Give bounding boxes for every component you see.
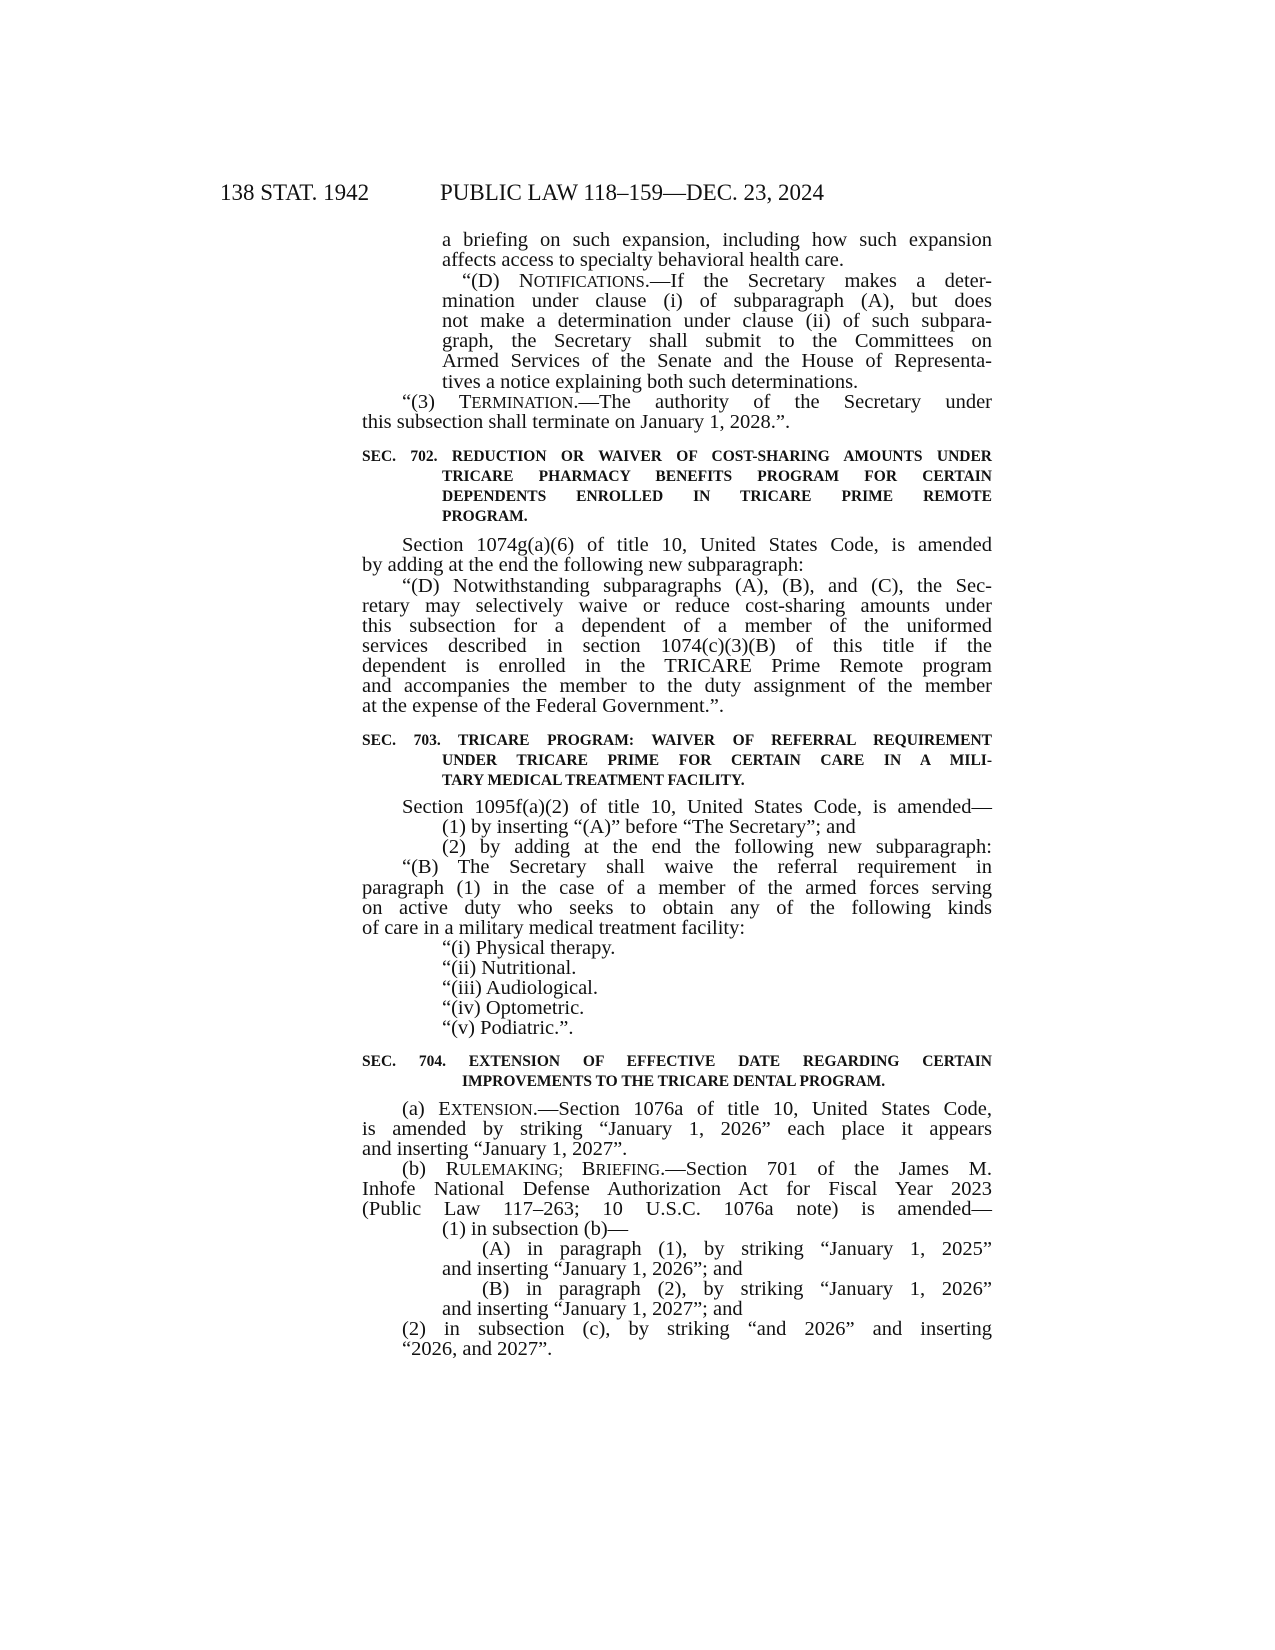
page-stat-number: 138 STAT. 1942 [220,180,370,205]
line-text: SEC. 703. TRICARE PROGRAM: WAIVER OF REFERRAL REQUIREMENT [362,732,992,749]
text-line [362,1119,992,1139]
line-text: (2) by adding at the end the following new subparagraph: [442,836,992,858]
line-text: Inhofe National Defense Authorization Act for Fiscal Year 2023 [362,1178,992,1200]
line-text: affects access to specialty behavioral health care. [442,249,845,271]
line-text: “(D) Notwithstanding subparagraphs (A), (B), and (C), the Sec- [402,575,992,597]
line-text: (1) in subsection (b)— [442,1218,629,1240]
line-text: services described in section 1074(c)(3)(B) of this title if the [362,635,992,657]
text-line [362,918,992,938]
section-heading-line [442,771,992,791]
text-line [442,958,992,978]
line-text: (Public Law 117–263; 10 U.S.C. 1076a note) is amended— [362,1198,992,1220]
line-text: (A) in paragraph (1), by striking “January 1, 2025” [482,1238,992,1260]
section-heading-line [442,467,992,487]
line-text: and inserting “January 1, 2027”. [362,1138,628,1160]
line-text: paragraph (1) in the case of a member of the armed forces serving [362,877,992,899]
line-text-rest: .—The authority of the Secretary under [573,391,992,413]
line-text: “(i) Physical therapy. [442,937,616,959]
section-heading-line [362,447,992,467]
line-text: (b) [402,1158,446,1180]
line-text-rest: .—Section 1076a of title 10, United States Code, [532,1098,992,1120]
line-text: not make a determination under clause (ii) of such subpara- [442,310,992,332]
text-line [442,978,992,998]
small-caps-heading: RULEMAKING; BRIEFING [445,1158,661,1180]
text-line [362,616,992,636]
line-text: SEC. 702. REDUCTION OR WAIVER OF COST-SHARING AMOUNTS UNDER [362,448,992,465]
line-text: TRICARE PHARMACY BENEFITS PROGRAM FOR CERTAIN [442,468,992,485]
text-line [402,576,992,596]
line-text: (2) in subsection (c), by striking “and 2026” and inserting [402,1318,992,1340]
section-heading-line [442,507,992,527]
line-text: of care in a military medical treatment facility: [362,917,746,939]
text-line [402,1319,992,1339]
line-text: (a) [402,1098,439,1120]
small-caps-heading: NOTIFICATIONS [518,270,645,292]
text-line [442,1259,992,1279]
text-line [442,817,992,837]
small-caps-heading: EXTENSION [438,1098,533,1120]
line-text: graph, the Secretary shall submit to the Committees on [442,330,992,352]
line-text: UNDER TRICARE PRIME FOR CERTAIN CARE IN A MILI- [442,752,992,769]
text-line [362,596,992,616]
line-text: SEC. 704. EXTENSION OF EFFECTIVE DATE REGARDING CERTAIN [362,1053,992,1070]
text-line [442,311,992,331]
text-line [402,1159,992,1179]
text-line [442,250,992,270]
text-line [362,898,992,918]
text-line [362,878,992,898]
text-line [362,696,992,716]
line-text: tives a notice explaining both such determinations. [442,371,859,393]
line-text: by adding at the end the following new subparagraph: [362,554,804,576]
text-line [442,291,992,311]
text-line [482,1239,992,1259]
text-line [442,230,992,250]
section-heading-line [462,1072,992,1092]
text-line [442,998,992,1018]
line-text: “(3) [402,391,459,413]
line-text: and accompanies the member to the duty assignment of the member [362,675,992,697]
text-line [442,372,992,392]
section-heading-line [362,731,992,751]
line-text: Section 1074g(a)(6) of title 10, United States Code, is amended [402,534,992,556]
line-text: “(iii) Audiological. [442,977,598,999]
small-caps-heading: TERMINATION [458,391,574,413]
text-line [402,392,992,412]
line-text-rest: .—Section 701 of the James M. [660,1158,992,1180]
text-line [442,837,992,857]
line-text: DEPENDENTS ENROLLED IN TRICARE PRIME REMOTE [442,488,992,505]
line-text-rest: .—If the Secretary makes a deter- [644,270,992,292]
text-line [462,271,992,291]
text-line [442,1219,992,1239]
text-line [362,636,992,656]
line-text: a briefing on such expansion, including how such expansion [442,229,992,251]
text-line [362,656,992,676]
running-header-title: PUBLIC LAW 118–159—DEC. 23, 2024 [440,180,825,205]
line-text: this subsection shall terminate on January 1, 2028.”. [362,411,791,433]
line-text: (B) in paragraph (2), by striking “January 1, 2026” [482,1278,992,1300]
line-text: and inserting “January 1, 2026”; and [442,1258,743,1280]
line-text: mination under clause (i) of subparagraph (A), but does [442,290,992,312]
text-line [402,797,992,817]
line-text: PROGRAM. [442,508,528,525]
text-line [362,1179,992,1199]
line-text: TARY MEDICAL TREATMENT FACILITY. [442,772,745,789]
text-line [442,351,992,371]
text-line [362,1139,992,1159]
line-text: and inserting “January 1, 2027”; and [442,1298,743,1320]
line-text: retary may selectively waive or reduce cost-sharing amounts under [362,595,992,617]
text-line [442,938,992,958]
text-line [442,1018,992,1038]
line-text: at the expense of the Federal Government.”. [362,695,725,717]
line-text: “(iv) Optometric. [442,997,585,1019]
text-line [402,1099,992,1119]
line-text: “2026, and 2027”. [402,1338,553,1360]
line-text: “(ii) Nutritional. [442,957,577,979]
line-text: Armed Services of the Senate and the House of Representa- [442,350,992,372]
line-text: (1) by inserting “(A)” before “The Secretary”; and [442,816,856,838]
line-text: on active duty who seeks to obtain any of the following kinds [362,897,992,919]
text-line [362,555,992,575]
text-line [442,1299,992,1319]
text-line [402,535,992,555]
line-text: is amended by striking “January 1, 2026” each place it appears [362,1118,992,1140]
text-line [362,1199,992,1219]
section-heading-line [442,751,992,771]
text-line [482,1279,992,1299]
line-text: dependent is enrolled in the TRICARE Prime Remote program [362,655,992,677]
line-text: “(D) [462,270,519,292]
section-heading-line [442,487,992,507]
text-line [402,1339,992,1359]
text-line [442,331,992,351]
section-heading-line [362,1052,992,1072]
text-line [402,857,992,877]
line-text: IMPROVEMENTS TO THE TRICARE DENTAL PROGRAM. [462,1073,886,1090]
line-text: Section 1095f(a)(2) of title 10, United States Code, is amended— [402,796,992,818]
text-line [362,676,992,696]
line-text: “(B) The Secretary shall waive the referral requirement in [402,856,992,878]
line-text: this subsection for a dependent of a member of the uniformed [362,615,992,637]
text-line [362,412,992,432]
line-text: “(v) Podiatric.”. [442,1017,574,1039]
